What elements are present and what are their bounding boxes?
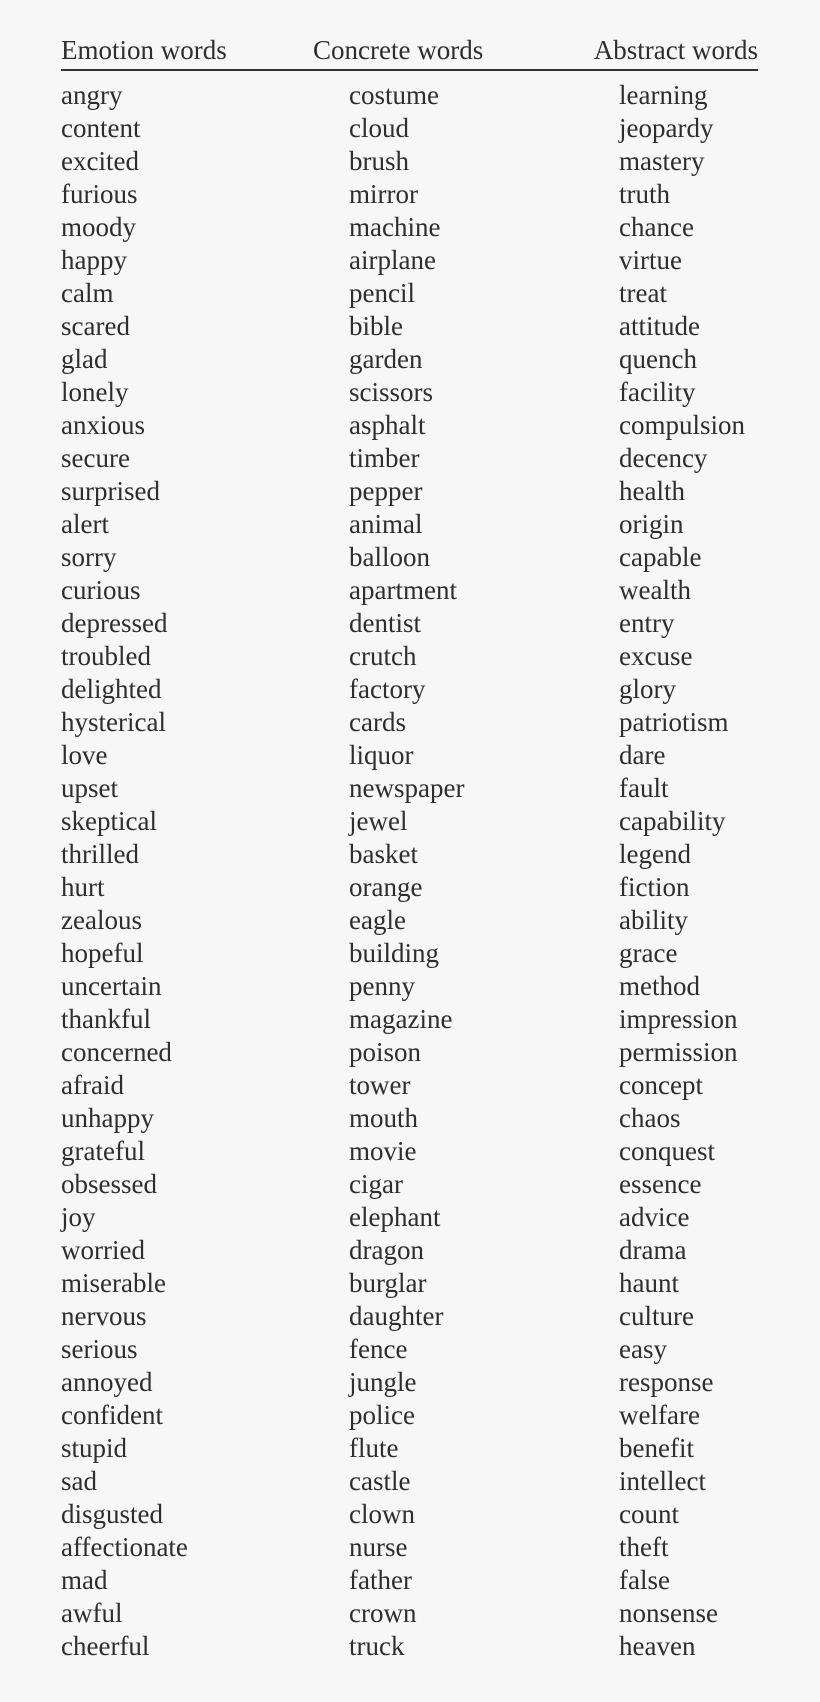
concrete-word: orange [349,872,423,902]
concrete-word: clown [349,1499,415,1529]
emotion-word: thrilled [61,839,139,869]
concrete-word: father [349,1565,412,1595]
emotion-word: affectionate [61,1532,188,1562]
emotion-word: serious [61,1334,138,1364]
emotion-word: moody [61,212,137,242]
abstract-word: essence [619,1169,702,1199]
emotion-word: hysterical [61,707,166,737]
abstract-word: health [619,476,685,506]
emotion-word: mad [61,1565,108,1595]
table-row [0,1498,820,1531]
header-emotion-words: Emotion words [61,35,227,65]
concrete-word: penny [349,971,415,1001]
table-row [0,640,820,673]
emotion-word: curious [61,575,141,605]
concrete-word: cigar [349,1169,403,1199]
abstract-word: response [619,1367,714,1397]
table-row [0,112,820,145]
emotion-word: surprised [61,476,160,506]
concrete-word: building [349,938,440,968]
abstract-word: legend [619,839,691,869]
abstract-word: permission [619,1037,738,1067]
table-row [0,1267,820,1300]
abstract-word: nonsense [619,1598,718,1628]
concrete-word: crutch [349,641,417,671]
emotion-word: uncertain [61,971,162,1001]
concrete-word: pencil [349,278,415,308]
concrete-word: truck [349,1631,405,1661]
abstract-word: false [619,1565,670,1595]
concrete-word: bible [349,311,403,341]
abstract-word: origin [619,509,684,539]
emotion-word: disgusted [61,1499,164,1529]
table-row [0,1531,820,1564]
concrete-word: dragon [349,1235,424,1265]
concrete-word: newspaper [349,773,465,803]
table-row [0,1135,820,1168]
table-row [0,1465,820,1498]
abstract-word: truth [619,179,670,209]
table-row [0,739,820,772]
table-row [0,79,820,112]
table-row [0,343,820,376]
emotion-word: delighted [61,674,162,704]
abstract-word: welfare [619,1400,700,1430]
emotion-word: happy [61,245,127,275]
emotion-word: unhappy [61,1103,154,1133]
table-row [0,1333,820,1366]
table-row [0,409,820,442]
table-row [0,673,820,706]
table-row [0,1564,820,1597]
abstract-word: learning [619,80,708,110]
concrete-word: balloon [349,542,430,572]
abstract-word: drama [619,1235,687,1265]
emotion-word: love [61,740,108,770]
emotion-word: afraid [61,1070,124,1100]
header-rule [61,69,758,71]
emotion-word: excited [61,146,139,176]
abstract-word: conquest [619,1136,715,1166]
concrete-word: basket [349,839,418,869]
concrete-word: scissors [349,377,434,407]
abstract-word: compulsion [619,410,745,440]
concrete-word: dentist [349,608,421,638]
table-row [0,871,820,904]
abstract-word: wealth [619,575,691,605]
emotion-word: zealous [61,905,142,935]
emotion-word: lonely [61,377,129,407]
abstract-word: chaos [619,1103,681,1133]
table-row [0,1201,820,1234]
emotion-word: worried [61,1235,145,1265]
abstract-word: virtue [619,245,682,275]
abstract-word: mastery [619,146,705,176]
table-row [0,145,820,178]
concrete-word: liquor [349,740,414,770]
abstract-word: concept [619,1070,703,1100]
table-row [0,805,820,838]
emotion-word: miserable [61,1268,166,1298]
header-abstract-words: Abstract words [593,35,758,65]
abstract-word: facility [619,377,696,407]
emotion-word: nervous [61,1301,147,1331]
table-row [0,1366,820,1399]
abstract-word: culture [619,1301,694,1331]
concrete-word: burglar [349,1268,427,1298]
concrete-word: machine [349,212,441,242]
concrete-word: garden [349,344,423,374]
table-row [0,1597,820,1630]
table-row [0,1234,820,1267]
table-row [0,541,820,574]
emotion-word: scared [61,311,130,341]
concrete-word: nurse [349,1532,408,1562]
table-row [0,1036,820,1069]
table-row [0,1069,820,1102]
emotion-word: hurt [61,872,105,902]
emotion-word: thankful [61,1004,151,1034]
table-row [0,574,820,607]
abstract-word: capable [619,542,702,572]
emotion-word: depressed [61,608,168,638]
emotion-word: confident [61,1400,163,1430]
concrete-word: animal [349,509,423,539]
concrete-word: elephant [349,1202,441,1232]
emotion-word: joy [61,1202,96,1232]
table-row [0,376,820,409]
concrete-word: flute [349,1433,399,1463]
concrete-word: police [349,1400,415,1430]
abstract-word: treat [619,278,667,308]
emotion-word: annoyed [61,1367,153,1397]
concrete-word: cloud [349,113,409,143]
table-row [0,508,820,541]
table-row [0,1630,820,1663]
abstract-word: easy [619,1334,667,1364]
concrete-word: tower [349,1070,411,1100]
abstract-word: dare [619,740,666,770]
abstract-word: ability [619,905,688,935]
concrete-word: jungle [349,1367,417,1397]
abstract-word: fiction [619,872,690,902]
concrete-word: airplane [349,245,436,275]
emotion-word: sad [61,1466,97,1496]
header-concrete-words: Concrete words [313,35,484,65]
table-body [0,79,820,1663]
concrete-word: timber [349,443,420,473]
emotion-word: secure [61,443,130,473]
concrete-word: asphalt [349,410,426,440]
abstract-word: heaven [619,1631,696,1661]
emotion-word: alert [61,509,109,539]
abstract-word: theft [619,1532,669,1562]
abstract-word: chance [619,212,694,242]
concrete-word: magazine [349,1004,453,1034]
emotion-word: sorry [61,542,117,572]
emotion-word: anxious [61,410,145,440]
emotion-word: glad [61,344,108,374]
abstract-word: entry [619,608,675,638]
table-row [0,706,820,739]
concrete-word: apartment [349,575,457,605]
concrete-word: mirror [349,179,418,209]
table-row [0,244,820,277]
abstract-word: fault [619,773,669,803]
table-row [0,1168,820,1201]
table-row [0,937,820,970]
abstract-word: benefit [619,1433,694,1463]
concrete-word: cards [349,707,406,737]
emotion-word: grateful [61,1136,145,1166]
emotion-word: upset [61,773,118,803]
abstract-word: decency [619,443,708,473]
table-row [0,970,820,1003]
table-row [0,1399,820,1432]
table-row [0,211,820,244]
abstract-word: patriotism [619,707,729,737]
table-row [0,607,820,640]
abstract-word: quench [619,344,697,374]
concrete-word: castle [349,1466,411,1496]
emotion-word: troubled [61,641,151,671]
emotion-word: stupid [61,1433,128,1463]
abstract-word: method [619,971,700,1001]
abstract-word: intellect [619,1466,706,1496]
abstract-word: jeopardy [619,113,714,143]
table-row [0,310,820,343]
table-row [0,772,820,805]
concrete-word: pepper [349,476,423,506]
concrete-word: factory [349,674,426,704]
table-row [0,1102,820,1135]
concrete-word: jewel [349,806,408,836]
abstract-word: count [619,1499,679,1529]
emotion-word: angry [61,80,123,110]
abstract-word: excuse [619,641,693,671]
concrete-word: costume [349,80,439,110]
table-row [0,277,820,310]
abstract-word: grace [619,938,678,968]
table-row [0,904,820,937]
concrete-word: poison [349,1037,422,1067]
table-row [0,1432,820,1465]
emotion-word: concerned [61,1037,172,1067]
emotion-word: hopeful [61,938,144,968]
concrete-word: movie [349,1136,417,1166]
concrete-word: mouth [349,1103,419,1133]
emotion-word: skeptical [61,806,157,836]
table-row [0,178,820,211]
concrete-word: daughter [349,1301,444,1331]
emotion-word: calm [61,278,114,308]
concrete-word: eagle [349,905,406,935]
emotion-word: obsessed [61,1169,157,1199]
concrete-word: fence [349,1334,408,1364]
table-row [0,1300,820,1333]
abstract-word: impression [619,1004,738,1034]
table-row [0,1003,820,1036]
table-row [0,838,820,871]
abstract-word: glory [619,674,676,704]
emotion-word: content [61,113,141,143]
emotion-word: furious [61,179,138,209]
table-row [0,475,820,508]
emotion-word: awful [61,1598,123,1628]
concrete-word: crown [349,1598,417,1628]
concrete-word: brush [349,146,409,176]
abstract-word: capability [619,806,726,836]
table-row [0,442,820,475]
abstract-word: haunt [619,1268,679,1298]
abstract-word: attitude [619,311,700,341]
emotion-word: cheerful [61,1631,150,1661]
abstract-word: advice [619,1202,690,1232]
